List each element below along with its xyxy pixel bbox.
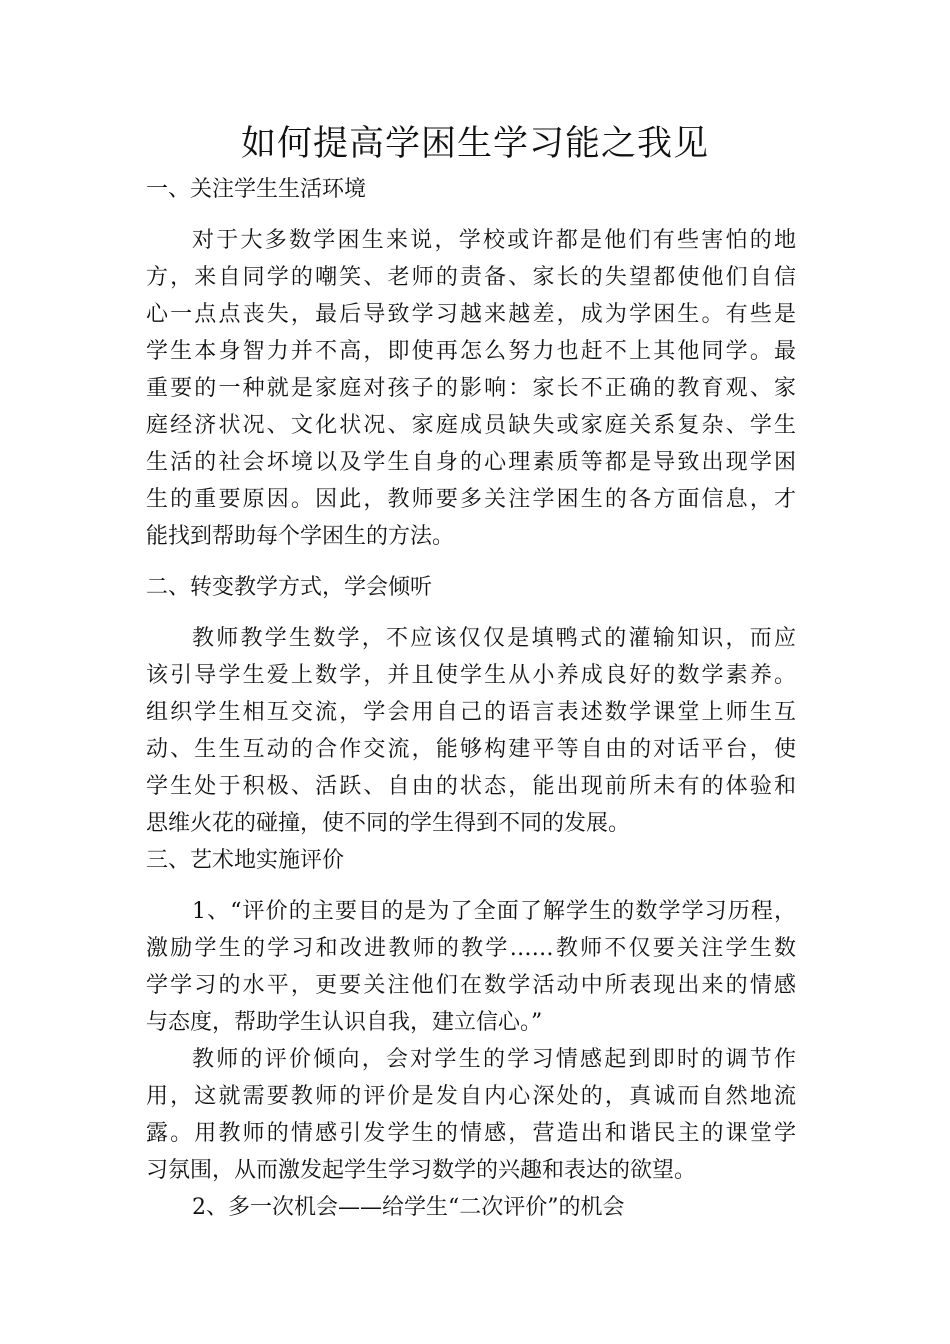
s3-p1-line-2: 激励学生的学习和改进教师的教学……教师不仅要关注学生数: [146, 936, 796, 961]
section-3-heading: 三、艺术地实施评价: [146, 848, 345, 873]
s1-line-9: 能找到帮助每个学困生的方法。: [146, 524, 455, 549]
s3-p1-line-3: 学学习的水平，更要关注他们在数学活动中所表现出来的情感: [146, 973, 796, 998]
s1-line-3: 心一点点丧失，最后导致学习越来越差，成为学困生。有些是: [146, 302, 796, 327]
s1-line-8: 生的重要原因。因此，教师要多关注学困生的各方面信息，才: [146, 487, 796, 512]
s3-item-2: 2、多一次机会——给学生“二次评价”的机会: [192, 1195, 625, 1220]
s3-p1-line-1: 1、“评价的主要目的是为了全面了解学生的数学学习历程，: [192, 899, 796, 924]
section-1-heading: 一、关注学生生活环境: [146, 177, 367, 202]
s2-line-5: 学生处于积极、活跃、自由的状态，能出现前所未有的体验和: [146, 774, 796, 799]
document-title: 如何提高学困生学习能之我见: [240, 124, 709, 164]
s3-p2-line-2: 用，这就需要教师的评价是发自内心深处的，真诚而自然地流: [146, 1084, 796, 1109]
s3-p1-line-4: 与态度，帮助学生认识自我，建立信心。”: [146, 1010, 543, 1035]
s3-p2-line-4: 习氛围，从而激发起学生学习数学的兴趣和表达的欲望。: [146, 1158, 697, 1183]
s2-line-6: 思维火花的碰撞，使不同的学生得到不同的发展。: [146, 811, 631, 836]
s1-line-5: 重要的一种就是家庭对孩子的影响：家长不正确的教育观、家: [146, 376, 796, 401]
s1-line-1: 对于大多数学困生来说，学校或许都是他们有些害怕的地: [192, 228, 796, 253]
s1-line-6: 庭经济状况、文化状况、家庭成员缺失或家庭关系复杂、学生: [146, 413, 796, 438]
s2-line-4: 动、生生互动的合作交流，能够构建平等自由的对话平台，使: [146, 737, 796, 762]
s3-p2-line-3: 露。用教师的情感引发学生的情感，营造出和谐民主的课堂学: [146, 1121, 796, 1146]
s2-line-2: 该引导学生爱上数学，并且使学生从小养成良好的数学素养。: [146, 663, 796, 688]
s1-line-2: 方，来自同学的嘲笑、老师的责备、家长的失望都使他们自信: [146, 265, 796, 290]
section-2-heading: 二、转变教学方式，学会倾听: [146, 575, 433, 600]
s3-p2-line-1: 教师的评价倾向，会对学生的学习情感起到即时的调节作: [192, 1047, 796, 1072]
s1-line-4: 学生本身智力并不高，即使再怎么努力也赶不上其他同学。最: [146, 339, 796, 364]
s2-line-1: 教师教学生数学，不应该仅仅是填鸭式的灌输知识，而应: [192, 626, 796, 651]
s1-line-7: 生活的社会坏境以及学生自身的心理素质等都是导致出现学困: [146, 450, 796, 475]
s2-line-3: 组织学生相互交流，学会用自己的语言表述数学课堂上师生互: [146, 700, 796, 725]
